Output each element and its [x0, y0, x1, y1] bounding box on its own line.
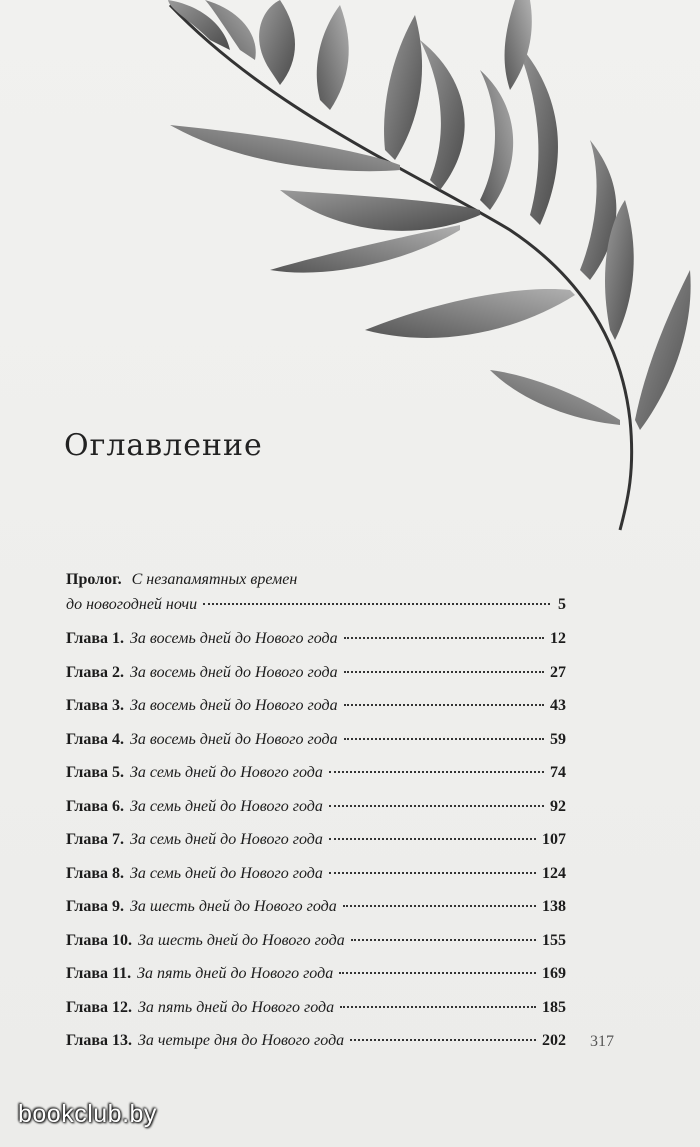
toc-entry-label: Глава 2.	[66, 663, 124, 681]
dot-leader	[329, 838, 536, 840]
toc-entry-label: Глава 12.	[66, 998, 132, 1016]
dot-leader	[344, 738, 544, 740]
dot-leader	[350, 1039, 536, 1041]
toc-entry-page: 155	[542, 931, 566, 949]
toc-entry-title: За восемь дней до Нового года	[130, 730, 338, 748]
dot-leader	[344, 637, 544, 639]
toc-entry-page: 124	[542, 864, 566, 882]
toc-entry[interactable]	[66, 723, 566, 757]
toc-entry-prologue[interactable]	[66, 568, 566, 592]
toc-entry-page: 202	[542, 1032, 566, 1049]
toc-entry-label: Глава 7.	[66, 831, 124, 848]
dot-leader	[203, 603, 550, 605]
toc-entry-label: Глава 6.	[66, 797, 124, 815]
toc-entry-page: 12	[550, 630, 566, 647]
toc-entry[interactable]	[66, 756, 566, 790]
toc-entry-label: Глава 5.	[66, 764, 124, 781]
toc-entry[interactable]	[66, 689, 566, 723]
table-of-contents	[66, 568, 566, 1058]
toc-entry[interactable]	[66, 857, 566, 891]
toc-entry-title: За семь дней до Нового года	[130, 797, 323, 815]
toc-entry-title: С незапамятных времен	[131, 571, 298, 588]
toc-entry[interactable]	[66, 656, 566, 690]
dot-leader	[329, 771, 544, 773]
toc-entry-title: За семь дней до Нового года	[130, 831, 323, 848]
dot-leader	[340, 1006, 536, 1008]
dot-leader	[344, 704, 544, 706]
toc-entry-title: За восемь дней до Нового года	[130, 663, 338, 681]
toc-entry-label: Глава 8.	[66, 864, 124, 882]
dot-leader	[339, 972, 536, 974]
toc-entry-prologue-cont[interactable]	[66, 592, 566, 618]
toc-entry-title: За семь дней до Нового года	[130, 864, 323, 882]
toc-entry-label: Глава 3.	[66, 697, 124, 714]
toc-entry-label: Глава 1.	[66, 630, 124, 647]
toc-entry-page: 27	[550, 663, 566, 681]
dot-leader	[343, 905, 536, 907]
toc-entry-page: 107	[542, 831, 566, 848]
toc-entry-page: 138	[542, 898, 566, 915]
toc-entry-page: 59	[550, 730, 566, 748]
toc-entry-title: За четыре дня до Нового года	[138, 1032, 345, 1049]
toc-entry-label: Глава 9.	[66, 898, 124, 915]
toc-entry-title: За шесть дней до Нового года	[138, 931, 345, 949]
toc-entry-title: За восемь дней до Нового года	[130, 630, 338, 647]
toc-entry-page: 92	[550, 797, 566, 815]
toc-entry-title: За пять дней до Нового года	[137, 965, 334, 982]
dot-leader	[351, 939, 536, 941]
toc-entry[interactable]	[66, 790, 566, 824]
toc-entry-title: до новогодней ночи	[66, 596, 198, 613]
watermark: bookclub.by	[18, 1100, 157, 1128]
toc-entry-label: Глава 4.	[66, 730, 124, 748]
toc-entry[interactable]	[66, 991, 566, 1025]
toc-entry-label: Пролог.	[66, 571, 122, 588]
page-number: 317	[590, 1033, 614, 1050]
toc-entry-title: За пять дней до Нового года	[138, 998, 335, 1016]
dot-leader	[344, 671, 544, 673]
dot-leader	[329, 805, 544, 807]
toc-entry-page: 185	[542, 998, 566, 1016]
dot-leader	[329, 872, 536, 874]
toc-entry[interactable]	[66, 823, 566, 857]
toc-heading: Оглавление	[64, 428, 263, 463]
toc-entry-label: Глава 10.	[66, 931, 132, 949]
toc-entry-page: 169	[542, 965, 566, 982]
toc-entry-label: Глава 13.	[66, 1032, 132, 1049]
toc-entry-page: 43	[550, 697, 566, 714]
toc-entry[interactable]	[66, 890, 566, 924]
toc-entry[interactable]	[66, 622, 566, 656]
toc-entry-page: 5	[558, 596, 566, 613]
toc-entry-label: Глава 11.	[66, 965, 132, 982]
toc-entry-title: За шесть дней до Нового года	[130, 898, 337, 915]
toc-entry[interactable]	[66, 924, 566, 958]
toc-entry-title: За семь дней до Нового года	[130, 764, 323, 781]
toc-entry-title: За восемь дней до Нового года	[130, 697, 338, 714]
toc-entry[interactable]	[66, 1024, 566, 1058]
toc-entry[interactable]	[66, 957, 566, 991]
toc-entry-page: 74	[550, 764, 566, 781]
